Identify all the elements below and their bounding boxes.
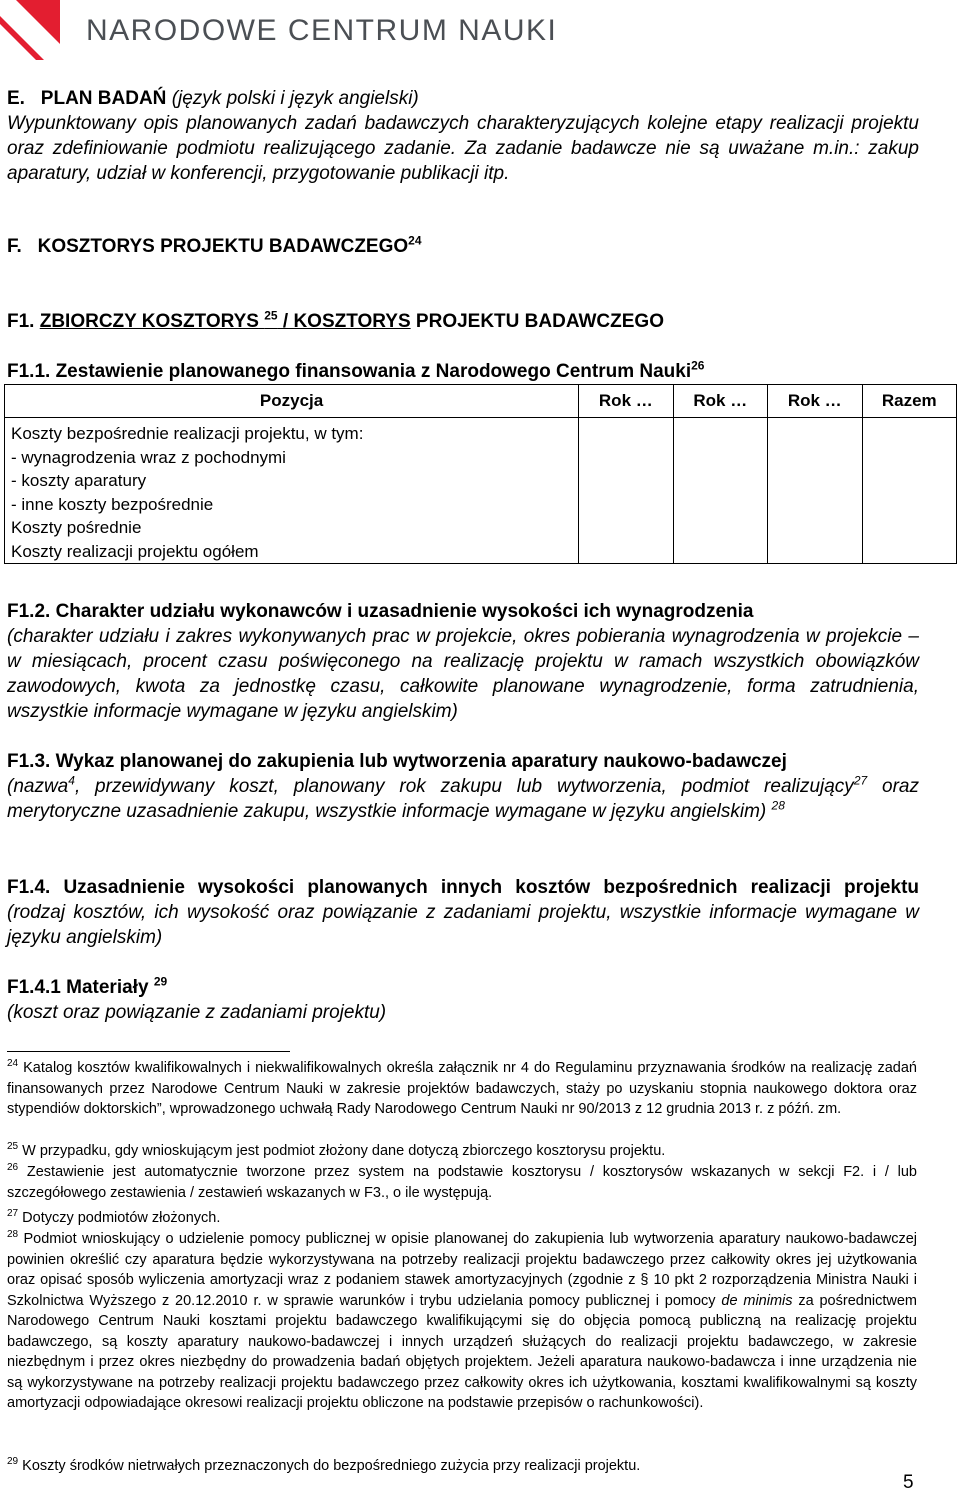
table-body-row [5,418,957,564]
section-f-num: F. [7,236,22,257]
rok-3-cell [768,418,862,564]
f12-section [7,599,919,724]
f1-part2: / KOSZTORYS [277,311,411,332]
footnote-num-25: 25 [7,1141,19,1153]
ncn-logo [0,0,60,60]
section-e-lang: (język polski i język angielski) [171,88,419,109]
footnote-text-29: Koszty środków nietrwałych przeznaczonych do bezpośredniego zużycia przy realizacji projektu. [18,1458,641,1474]
footnote-ref-27: 27 [853,773,868,788]
section-e-desc: Wypunktowany opis planowanych zadań badawczych charakteryzujących kolejne etapy realizacji projektu oraz zdefiniowanie podmiotu realizującego zadanie. Za zadanie badawcze nie są uważane m.in.: zakup aparatury, udział w konferencji, przygotowanie publikacji itp. [7,113,919,184]
f13-section [7,749,919,824]
footnote-ref-25: 25 [264,308,278,323]
table-header-row [5,385,957,418]
f14-title: F1.4. Uzasadnienie wysokości planowanych innych kosztów bezpośrednich realizacji projektu [7,877,919,898]
col-header-rok-1: Rok … [579,385,673,418]
footnote-29 [7,1456,917,1477]
section-f-title: KOSZTORYS PROJEKTU BADAWCZEGO [37,236,409,257]
pozycja-cell [5,418,579,564]
table-row: Koszty realizacji projektu ogółem [11,541,259,561]
footnote-ref-26: 26 [691,358,705,373]
f13-title: F1.3. Wykaz planowanej do zakupienia lub wytworzenia aparatury naukowo-badawczej [7,751,787,772]
f13-desc-3: oraz merytoryczne uzasadnienie zakupu, wszystkie informacje wymagane w języku angielskim) [7,776,919,822]
col-header-pozycja: Pozycja [5,385,579,418]
brand-name: NARODOWE CENTRUM NAUKI [86,14,558,47]
table-row: - wynagrodzenia wraz z pochodnymi [11,447,286,467]
footnote-ref-29: 29 [153,974,168,989]
section-e [7,86,919,186]
rok-2-cell [673,418,767,564]
rok-1-cell [579,418,673,564]
table-row: Koszty pośrednie [11,518,142,537]
razem-cell [862,418,957,564]
table-row: - koszty aparatury [11,471,147,490]
f14-section [7,875,919,950]
footnote-ref-4: 4 [68,773,75,788]
f141-title: F1.4.1 Materiały [7,977,149,998]
col-header-rok-2: Rok … [673,385,767,418]
footnote-26 [7,1162,917,1203]
f1-num: F1. [7,311,35,332]
footnote-text-25: W przypadku, gdy wnioskującym jest podmiot złożony dane dotyczą zbiorczego kosztorysu projektu. [18,1143,666,1159]
footnote-ref-28: 28 [771,798,785,813]
page-number: 5 [903,1472,914,1493]
footnote-text-28b: za pośrednictwem Narodowego Centrum Nauki kosztami projektu badawczego kwalifikującymi się do objęcia pomocą publiczną na realizację projektu badawczego, są koszty aparatury naukowo-badawczej i innych urządzeń służących do realizacji projektu badawczego, w zakresie niezbędnym i przez okres niezbędny do prowadzenia badań objętych projektem. Jeżeli aparatura naukowo-badawcza i inne urządzenia nie są wykorzystywane na potrzeby realizacji projektu badawczego przez całkowity okres ich użytkowania, kosztami kwalifikowalnymi są koszty amortyzacji odpowiadające okresowi realizacji projektu obliczone na podstawie przepisów o rachunkowości). [7,1292,918,1411]
footnote-text-27: Dotyczy podmiotów złożonych. [18,1210,221,1226]
f11-heading [7,358,705,383]
footnote-num-29: 29 [7,1456,19,1468]
footnote-27 [7,1208,917,1229]
f141-section [7,975,919,1025]
table-row: Koszty bezpośrednie realizacji projektu, w tym: [11,424,364,443]
footnote-text-26: Zestawienie jest automatycznie tworzone przez system na podstawie kosztorysu / kosztorysów wskazanych w sekcji F2. i / lub szczegółowego zestawienia / zestawień wskazanych w F3., o ile występują. [7,1164,917,1201]
section-e-num: E. [7,88,25,109]
footnote-24 [7,1058,917,1120]
f11-title: F1.1. Zestawienie planowanego finansowania z Narodowego Centrum Nauki [7,361,692,382]
footnote-text-28a: Podmiot wnioskujący o udzielenie pomocy publicznej w opisie planowanej do zakupienia lub wytworzenia aparatury naukowo-badawczej powinien określić czy aparatura będzie wykorzystywana na potrzeby realizacji projektu badawczego przez całkowity okres jej użytkowania oraz opisać sposób wyliczenia amortyzacji wraz z podaniem stawek amortyzacyjnych (zgodnie z § 10 pkt 2 rozporządzenia Ministra Nauki i Szkolnictwa Wyższego z 20.12.2010 r. w sprawie warunków i trybu udzielania pomocy publicznej i pomocy [7,1231,917,1309]
footnote-28 [7,1229,917,1414]
f13-desc [7,774,919,824]
f141-desc: (koszt oraz powiązanie z zadaniami projektu) [7,1002,387,1023]
col-header-rok-3: Rok … [768,385,862,418]
footnote-num-28: 28 [7,1229,19,1241]
footnote-25 [7,1141,917,1162]
f12-title: F1.2. Charakter udziału wykonawców i uzasadnienie wysokości ich wynagrodzenia [7,601,754,622]
footnote-num-27: 27 [7,1208,19,1220]
section-e-title: PLAN BADAŃ [40,88,167,109]
financing-table [4,384,957,564]
footnote-num-24: 24 [7,1058,19,1070]
footnote-ref-24: 24 [408,233,422,248]
f1-heading [7,308,664,333]
footnote-text-28-italic: de minimis [721,1292,793,1309]
f14-desc: (rodzaj kosztów, ich wysokość oraz powiązanie z zadaniami projektu, wszystkie informacje wymagane w języku angielskim) [7,902,919,948]
f13-desc-1: (nazwa [7,776,69,797]
footnote-num-26: 26 [7,1162,19,1174]
f1-part1: ZBIORCZY KOSZTORYS [39,311,259,332]
f12-desc: (charakter udziału i zakres wykonywanych prac w projekcie, okres pobierania wynagrodzenia w projekcie – w miesiącach, procent czasu poświęconego na realizację projektu w ramach wszystkich obowiązków zawodowych, kwota za jednostkę czasu, całkowite planowane wynagrodzenie, forma zatrudnienia, wszystkie informacje wymagane w języku angielskim) [7,626,919,722]
f1-part3: PROJEKTU BADAWCZEGO [410,311,664,332]
footnote-text-24: Katalog kosztów kwalifikowalnych i niekwalifikowalnych określa załącznik nr 4 do Regulaminu przyznawania środków na realizację zadań finansowanych przez Narodowe Centrum Nauki w zakresie projektów badawczych, staży po uzyskaniu stopnia naukowego doktora oraz stypendiów doktorskich”, wprowadzonego uchwałą Rady Narodowego Centrum Nauki nr 90/2013 z 12 grudnia 2013 r. z późń. zm. [7,1060,917,1117]
col-header-razem: Razem [862,385,957,418]
footnote-separator [7,1051,290,1052]
table-row: - inne koszty bezpośrednie [11,494,214,514]
f13-desc-2: , przewidywany koszt, planowany rok zakupu lub wytworzenia, podmiot realizujący [74,776,854,797]
section-f-heading [7,233,422,258]
